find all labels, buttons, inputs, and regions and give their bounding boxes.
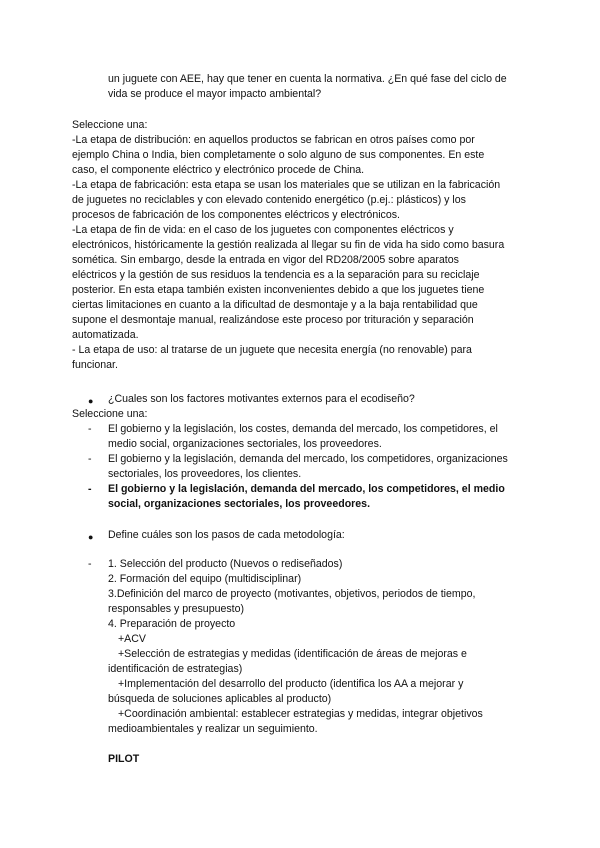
option-line: eléctricos y la gestión de sus residuos la tendencia es a la separación para su reciclaje [72, 269, 480, 281]
question-3: Define cuáles son los pasos de cada metodología: [108, 529, 345, 541]
step-line: +Selección de estrategias y medidas (identificación de áreas de mejoras e [118, 648, 467, 660]
option-line: ciertas limitaciones en cuanto a la dificultad de desmontaje y a la baja rentabilidad que [72, 299, 478, 311]
option-line: electrónicos, históricamente la gestión realizada al llegar su fin de vida ha sido como basura [72, 239, 505, 251]
step-line: +ACV [118, 633, 146, 645]
step-line: 3.Definición del marco de proyecto (motivantes, objetivos, periodos de tiempo, [108, 588, 476, 600]
option-line: somética. Sin embargo, desde la entrada en vigor del RD208/2005 sobre aparatos [72, 254, 459, 266]
step-line: 2. Formación del equipo (multidisciplinar) [108, 573, 302, 585]
step-line: 1. Selección del producto (Nuevos o rediseñados) [108, 558, 343, 570]
text-line: un juguete con AEE, hay que tener en cuenta la normativa. ¿En qué fase del ciclo de [108, 73, 507, 85]
dash-icon: - [88, 558, 92, 570]
steps-list [108, 557, 483, 737]
option-line: caso, el componente eléctrico y electrónico procede de China. [72, 164, 365, 176]
step-line: 4. Preparación de proyecto [108, 618, 236, 630]
q2-option-3-correct: El gobierno y la legislación, demanda del mercado, los competidores, el medio social, organizaciones sectoriales, los proveedores. [108, 483, 505, 510]
option-line: - La etapa de uso: al tratarse de un juguete que necesita energía (no renovable) para [72, 344, 472, 356]
dash-icon: - [88, 483, 92, 495]
question-2: ¿Cuales son los factores motivantes externos para el ecodiseño? [108, 393, 415, 405]
option-line: supone el desmontaje manual, realizándose este proceso por trituración y separación [72, 314, 474, 326]
options-list [72, 133, 562, 373]
step-line: identificación de estrategias) [108, 663, 243, 675]
select-one-label-2: Seleccione una: [72, 408, 148, 420]
pilot-heading: PILOT [108, 753, 140, 765]
select-one-label: Seleccione una: [72, 119, 148, 131]
option-line: posterior. En esta etapa también existen inconvenientes debido a que los juguetes tiene [72, 284, 485, 296]
option-line: ejemplo China o India, bien completamente o solo alguno de sus componentes. En este [72, 149, 485, 161]
text-line: vida se produce el mayor impacto ambiental? [108, 88, 322, 100]
option-line: -La etapa de fabricación: esta etapa se usan los materiales que se utilizan en la fabricación [72, 179, 501, 191]
option-line: procesos de fabricación de los componentes eléctricos y electrónicos. [72, 209, 400, 221]
question-intro [108, 72, 548, 102]
q2-option-1: El gobierno y la legislación, los costes, demanda del mercado, los competidores, el medio social, organizaciones sectoriales, los proveedores. [108, 423, 498, 450]
option-line: funcionar. [72, 359, 118, 371]
option-line: -La etapa de distribución: en aquellos productos se fabrican en otros países como por [72, 134, 475, 146]
dash-icon: - [88, 423, 92, 435]
step-line: búsqueda de soluciones aplicables al producto) [108, 693, 332, 705]
step-line: +Implementación del desarrollo del producto (identifica los AA a mejorar y [118, 678, 464, 690]
bullet-icon: ● [88, 532, 94, 542]
q2-option-2: El gobierno y la legislación, demanda del mercado, los competidores, organizaciones sectoriales, los proveedores, los clientes. [108, 453, 508, 480]
step-line: medioambientales y realizar un seguimiento. [108, 723, 318, 735]
option-line: de juguetes no reciclables y con elevado contenido energético (p.ej.: plásticos) y los [72, 194, 466, 206]
dash-icon: - [88, 453, 92, 465]
step-line: +Coordinación ambiental: establecer estrategias y medidas, integrar objetivos [118, 708, 483, 720]
option-line: automatizada. [72, 329, 139, 341]
step-line: responsables y presupuesto) [108, 603, 245, 615]
bullet-icon: ● [88, 396, 94, 406]
option-line: -La etapa de fin de vida: en el caso de los juguetes con componentes eléctricos y [72, 224, 454, 236]
